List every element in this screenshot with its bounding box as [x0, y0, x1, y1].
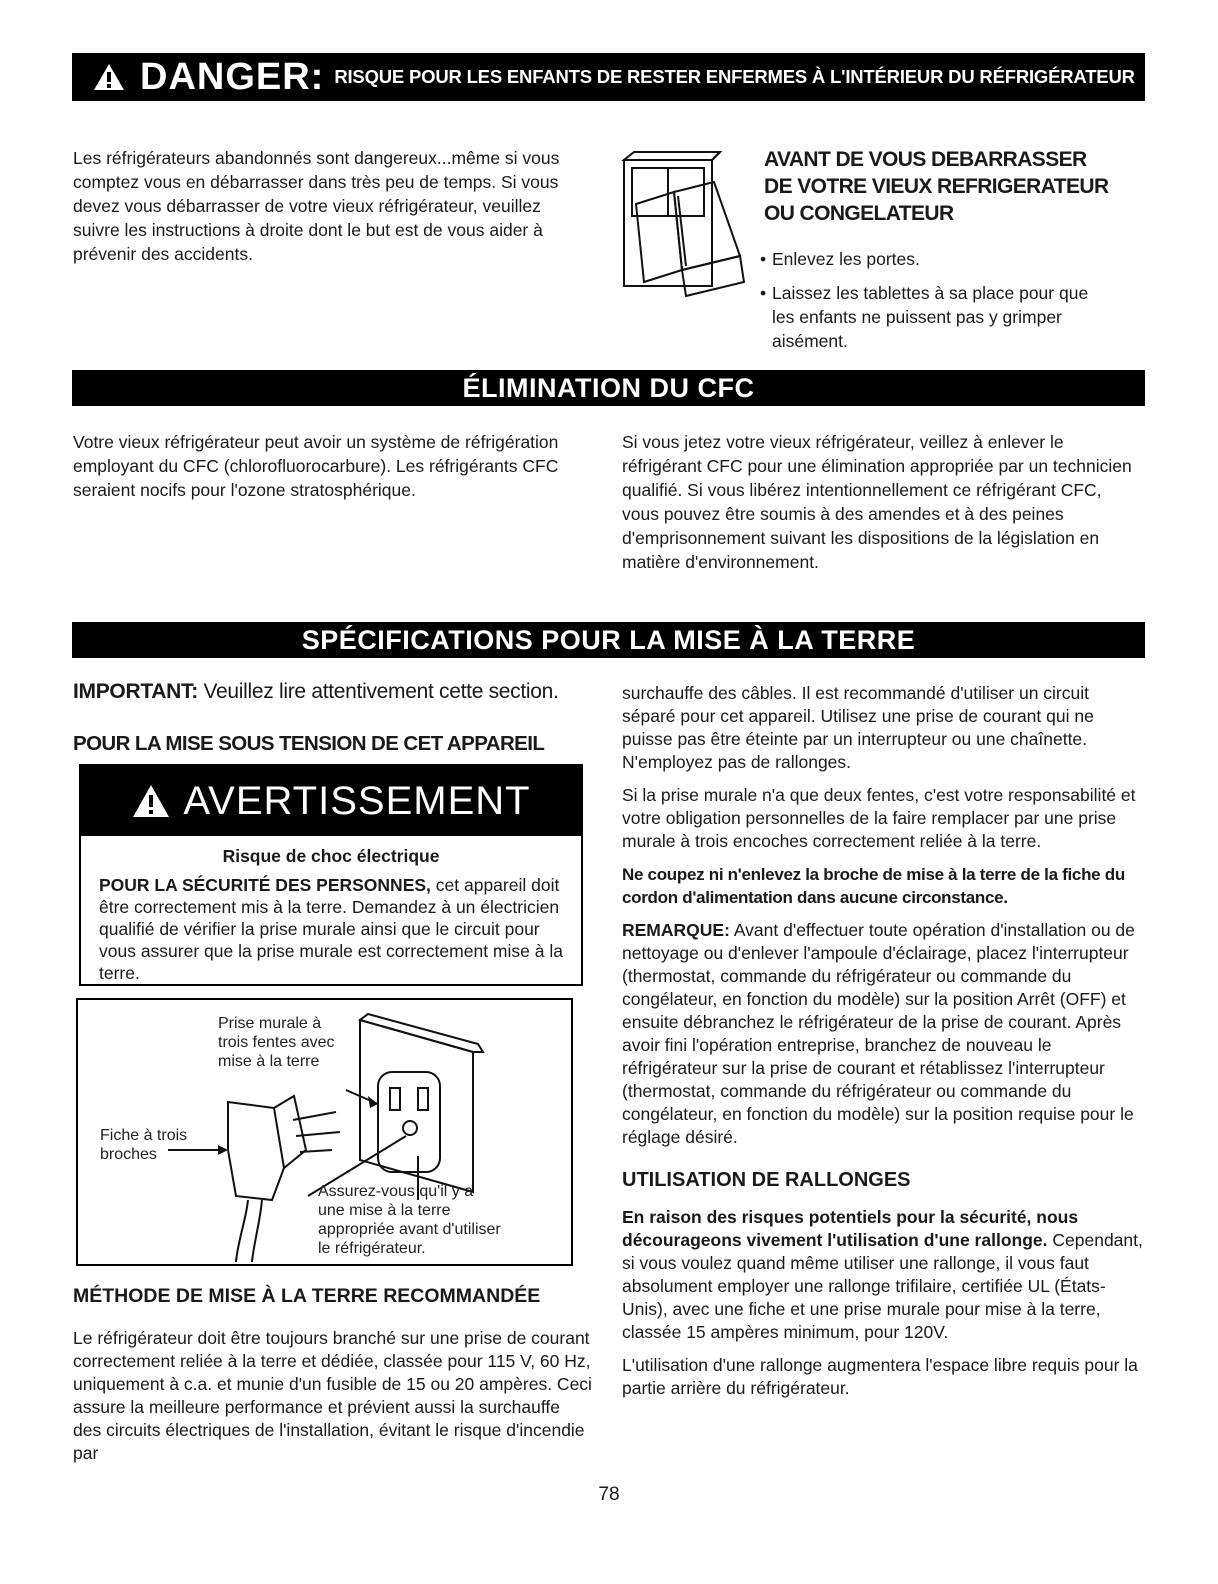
- right-paragraph-1: surchauffe des câbles. Il est recommandé d'utiliser un circuit séparé pour cet appareil. Utilisez une prise de courant qui ne puisse pas être éteinte par un interrupteur ou une chaînette. N'employez pas de rallonges.: [622, 683, 1094, 772]
- power-heading: POUR LA MISE SOUS TENSION DE CET APPAREIL: [73, 732, 545, 755]
- assure-label-line: une mise à la terre: [318, 1202, 451, 1219]
- before-disposal-list: [760, 247, 1110, 353]
- bullet-text: Laissez les tablettes à sa place pour que les enfants ne puissent pas y grimper aisément.: [772, 283, 1089, 351]
- list-item: • Enlevez les portes.: [760, 249, 920, 269]
- method-heading: MÉTHODE DE MISE À LA TERRE RECOMMANDÉE: [73, 1285, 541, 1307]
- warning-lead: POUR LA SÉCURITÉ DES PERSONNES,: [99, 875, 431, 895]
- method-text: Le réfrigérateur doit être toujours branché sur une prise de courant correctement reliée à la terre et dédiée, classée pour 115 V, 60 Hz, uniquement à c.a. et munie d'un fusible de 15 ou 20 ampères. Ceci assure la meilleure performance et prévient aussi la surchauffe des circuits électriques de l'installation, évitant le risque d'incendie par: [73, 1328, 592, 1463]
- right-paragraph-2: Si la prise murale n'a que deux fentes, c'est votre responsabilité et votre obligation personnelles de la faire remplacer par une prise murale à trois encoches correctement reliée à la terre.: [622, 785, 1136, 851]
- assure-label: [318, 1182, 501, 1258]
- danger-subtitle: RISQUE POUR LES ENFANTS DE RESTER ENFERMES À L'INTÉRIEUR DU RÉFRIGÉRATEUR: [334, 66, 1135, 87]
- cfc-banner: [72, 370, 1145, 406]
- right-paragraph-3: Ne coupez ni n'enlevez la broche de mise à la terre de la fiche du cordon d'alimentation dans aucune circonstance.: [622, 865, 1125, 907]
- list-item: • Laissez les tablettes à sa place pour que les enfants ne puissent pas y grimper aisément.: [760, 281, 1110, 353]
- assure-label-line: Assurez-vous qu'il y a: [318, 1183, 474, 1200]
- warning-triangle-icon: [131, 783, 171, 819]
- page-number: 78: [598, 1484, 620, 1505]
- warning-title: AVERTISSEMENT: [183, 778, 531, 823]
- danger-title: DANGER:: [140, 55, 325, 98]
- bullet-text: Enlevez les portes.: [772, 249, 920, 269]
- remarque-label: REMARQUE:: [622, 920, 730, 940]
- important-note: [73, 680, 559, 704]
- extension-text: Cependant, si vous voulez quand même utiliser une rallonge, il vous faut absolument employer une rallonge trifilaire, certifiée UL (États-Unis), avec une fiche et une prise murale pour mise à la terre, classée 15 ampères minimum, pour 120V.: [622, 1230, 1143, 1342]
- grounding-banner: [72, 622, 1145, 658]
- outlet-label-line: trois fentes avec: [218, 1034, 335, 1051]
- warning-text: cet appareil doit être correctement mis à la terre. Demandez à un électricien qualifié de vérifier la prise murale ainsi que le circuit pour vous assurer que la prise murale est correctement mise à la terre.: [99, 875, 563, 983]
- important-label: IMPORTANT:: [73, 680, 198, 703]
- danger-intro: Les réfrigérateurs abandonnés sont dangereux...même si vous comptez vous en débarrasser dans très peu de temps. Si vous devez vous débarrasser de votre vieux réfrigérateur, veuillez suivre les instructions à droite dont le but est de vous aider à prévenir des accidents.: [73, 148, 560, 264]
- assure-label-line: le réfrigérateur.: [318, 1240, 426, 1257]
- outlet-label-line: mise à la terre: [218, 1053, 320, 1070]
- plug-label: [100, 1126, 187, 1164]
- extension-heading: UTILISATION DE RALLONGES: [622, 1169, 911, 1191]
- warning-header: [81, 766, 581, 836]
- cfc-left-text: Votre vieux réfrigérateur peut avoir un système de réfrigération employant du CFC (chlorofluorocarbure). Les réfrigérants CFC seraient nocifs pour l'ozone stratosphérique.: [73, 432, 559, 500]
- plug-label-line: broches: [100, 1146, 157, 1163]
- refrigerator-illustration: [612, 146, 752, 306]
- assure-label-line: appropriée avant d'utiliser: [318, 1221, 501, 1238]
- plug-figure: [76, 998, 573, 1266]
- warning-subtitle: Risque de choc électrique: [222, 846, 440, 866]
- remarque-text: Avant d'effectuer toute opération d'installation ou de nettoyage ou d'enlever l'ampoule d'éclairage, placez l'interrupteur (thermostat, commande du réfrigérateur ou commande du congélateur, en fonction du modèle) sur la position Arrêt (OFF) et ensuite débranchez le réfrigérateur de la prise de courant. Après avoir fini l'opération entreprise, branchez de nouveau le réfrigérateur sur la prise de courant et rétablissez l'interrupteur (thermostat, commande du réfrigérateur ou commande du congélateur, en fonction du modèle) sur la position requise pour le réglage désiré.: [622, 920, 1135, 1147]
- before-disposal-heading: [764, 146, 1109, 227]
- outlet-label-line: Prise murale à: [218, 1015, 322, 1032]
- danger-banner: [72, 53, 1145, 101]
- grounding-title: SPÉCIFICATIONS POUR LA MISE À LA TERRE: [301, 624, 916, 655]
- extension-paragraph-2: L'utilisation d'une rallonge augmentera l'espace libre requis pour la partie arrière du réfrigérateur.: [622, 1355, 1138, 1398]
- grounding-right-column: [622, 682, 1144, 1400]
- remarque-paragraph: [622, 919, 1144, 1149]
- cfc-right-text: Si vous jetez votre vieux réfrigérateur, veillez à enlever le réfrigérant CFC pour une élimination appropriée par un technicien qualifié. Si vous libérez intentionnellement ce réfrigérant CFC, vous pouvez être soumis à des amendes et à des peines d'emprisonnement suivant les dispositions de la législation en matière d'environnement.: [622, 432, 1132, 572]
- warning-body: [99, 874, 569, 984]
- extension-paragraph: [622, 1206, 1144, 1344]
- before-title-line-1: AVANT DE VOUS DEBARRASSER: [764, 148, 1087, 171]
- plug-label-line: Fiche à trois: [100, 1127, 188, 1144]
- before-title-line-2: DE VOTRE VIEUX REFRIGERATEUR: [764, 175, 1109, 198]
- cfc-title: ÉLIMINATION DU CFC: [462, 372, 755, 403]
- warning-triangle-icon: [92, 62, 126, 92]
- important-text: Veuillez lire attentivement cette section.: [203, 680, 559, 703]
- extension-lead: En raison des risques potentiels pour la sécurité, nous décourageons vivement l'utilisation d'une rallonge.: [622, 1207, 1079, 1250]
- outlet-label: [218, 1014, 335, 1071]
- before-title-line-3: OU CONGELATEUR: [764, 202, 954, 225]
- warning-box: [79, 764, 583, 986]
